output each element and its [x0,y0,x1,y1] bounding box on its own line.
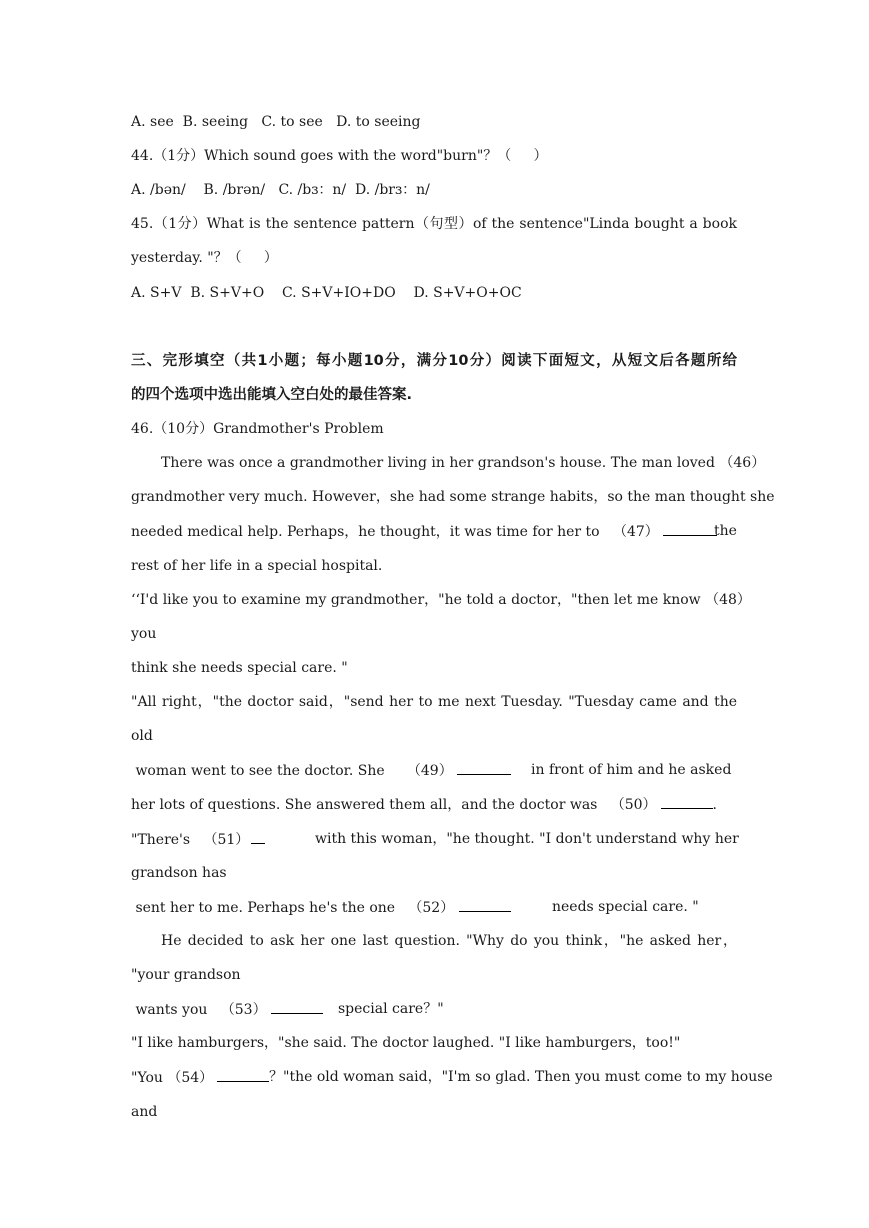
option-line-43: A. see B. seeing C. to see D. to seeing [131,114,421,130]
passage-line: rest of her life in a special hospital. [131,558,383,574]
passage-line [131,521,737,542]
question-45-line-1: 45.（1分）What is the sentence pattern（句型）of the sentence"Linda bought a book [131,216,737,232]
option-line-44: A. /bən/ B. /brən/ C. /bɜ：n/ D. /brɜ：n/ [131,182,430,198]
blank-47[interactable] [663,521,717,536]
passage-line: grandson has [131,865,227,881]
passage-title: 46.（10分）Grandmother's Problem [131,421,384,437]
passage-text: her lots of questions. She answered them all，and the doctor was （50） [131,797,657,813]
passage-text: the [714,523,737,539]
blank-51[interactable] [251,829,265,844]
passage-line: ‘‘I'd like you to examine my grandmother，"he told a doctor，"then let me know （48） [131,592,751,608]
passage-line: old [131,728,153,744]
blank-52[interactable] [459,897,511,912]
section-heading-line-2: 的四个选项中选出能填入空白处的最佳答案. [131,387,413,403]
passage-text: sent her to me. Perhaps he's the one （52） [131,900,455,916]
passage-text: . [712,797,717,813]
passage-text: "You （54） [131,1070,214,1086]
passage-text: needs special care. " [552,899,699,915]
passage-text: needed medical help. Perhaps，he thought，it was time for her to （47） [131,524,659,540]
question-44: 44.（1分）Which sound goes with the word"burn"？（ ） [131,148,548,164]
passage-text: "There's （51） [131,832,250,848]
blank-50[interactable] [661,794,713,809]
passage-line: think she needs special care. " [131,660,348,676]
blank-54[interactable] [217,1067,269,1082]
passage-text: ？"the old woman said，"I'm so glad. Then you must come to my house [269,1069,773,1085]
passage-text: woman went to see the doctor. She （49） [131,763,453,779]
passage-line [131,794,737,815]
passage-line: There was once a grandmother living in her grandson's house. The man loved （46） [161,455,766,471]
passage-line: He decided to ask her one last question. "Why do you think，"he asked her， [161,933,737,949]
passage-text: with this woman，"he thought. "I don't understand why her [315,831,739,847]
passage-line: "All right，"the doctor said，"send her to me next Tuesday. "Tuesday came and the [131,694,737,710]
section-heading-line-1: 三、完形填空（共1小题；每小题10分，满分10分）阅读下面短文，从短文后各题所给 [131,353,737,369]
passage-line: "I like hamburgers，"she said. The doctor laughed. "I like hamburgers，too!" [131,1035,681,1051]
passage-text: in front of him and he asked [531,762,732,778]
passage-line: and [131,1104,158,1120]
blank-49[interactable] [457,760,511,775]
question-45-line-2: yesterday. "？（ ） [131,250,278,266]
passage-text: special care？" [338,1001,444,1017]
passage-line: grandmother very much. However，she had some strange habits，so the man thought she [131,489,775,505]
passage-text: wants you （53） [131,1002,267,1018]
passage-line: "your grandson [131,967,241,983]
blank-53[interactable] [271,999,323,1014]
option-line-45: A. S+V B. S+V+O C. S+V+IO+DO D. S+V+O+OC [131,285,522,301]
passage-line: you [131,626,157,642]
